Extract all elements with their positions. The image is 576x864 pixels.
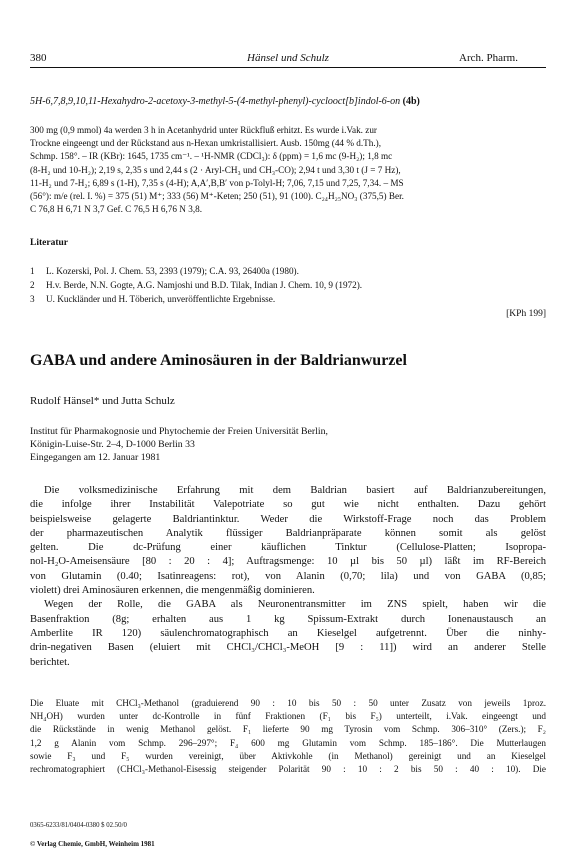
body-line: Die volksmedizinische Erfahrung mit dem Baldrian basiert auf Baldrianzubereitungen, <box>44 485 546 496</box>
affiliation <box>30 425 328 464</box>
experimental-line: (56°): m/e (rel. I. %) = 375 (51) M⁺; 333 (56) M⁺-Keten; 250 (51), 91 (100). C₂₄H₂₅NO₃ (375,5) Ber. <box>30 191 404 202</box>
reference-number: 2 <box>30 280 35 290</box>
reference-number: 3 <box>30 294 35 304</box>
experimental-line: 11-H₂ und 7-H₂; 6,89 s (1-H), 7,35 s (4-H); A,A′,B,B′ von p-Tolyl-H; 7,06, 7,15 und 7,25, 7,34. – MS <box>30 177 404 188</box>
experimental-line: 300 mg (0,9 mmol) 4a werden 3 h in Acetanhydrid unter Rückfluß erhitzt. Es wurde i.Vak. zur <box>30 125 377 135</box>
body-line: die infolge ihrer Instabilität Valepotriate so gut wie nicht enthalten. Dazu gehört <box>30 499 546 511</box>
experimental-line: NH₄OH) wurden unter dc-Kontrolle in fünf Fraktionen (F₁ bis F₅) unterteilt, i.Vak. eingeengt und <box>30 711 546 722</box>
article-title: GABA und andere Aminosäuren in der Baldrianwurzel <box>30 352 407 369</box>
received-date: Eingegangen am 12. Januar 1981 <box>30 452 161 463</box>
reference-text: U. Kuckländer und H. Töberich, unveröffentlichte Ergebnisse. <box>46 294 276 304</box>
body-line: von Glutamin (0.40; Isatinreagens: rot), von Alanin (0,70; lila) und von GABA (0,85; <box>30 570 546 582</box>
article-authors: Rudolf Hänsel* und Jutta Schulz <box>30 395 175 407</box>
body-line: berichtet. <box>30 656 70 668</box>
affiliation-line: Institut für Pharmakognosie und Phytochemie der Freien Universität Berlin, <box>30 426 328 437</box>
header-rule <box>30 67 546 68</box>
compound-id: (4b) <box>402 96 420 107</box>
article-code: 0365-6233/81/0404-0380 $ 02.50/0 <box>30 822 127 829</box>
experimental-line: rechromatographiert (CHCl₃-Methanol-Eisessig steigender Polarität 90 : 10 : 2 bis 50 : 40 : 10). Die <box>30 764 546 775</box>
manuscript-tag: [KPh 199] <box>506 309 546 319</box>
affiliation-line: Königin-Luise-Str. 2–4, D-1000 Berlin 33 <box>30 439 195 450</box>
experimental-line: Die Eluate mit CHCl₃-Methanol (graduierend 90 : 10 bis 50 : 50 unter Zusatz von jeweils 1proz. <box>30 698 546 708</box>
literature-heading: Literatur <box>30 238 68 248</box>
experimental-line: C 76,8 H 6,71 N 3,7 Gef. C 76,5 H 6,76 N 3,8. <box>30 204 203 215</box>
reference-item <box>30 264 546 278</box>
article-experimental <box>30 697 546 776</box>
article-body <box>30 484 546 670</box>
experimental-paragraph <box>30 124 546 216</box>
body-line: gelten. Die dc-Prüfung einer käuflichen Tinktur (Cellulose-Platten; Isopropa- <box>30 542 546 554</box>
reference-item <box>30 292 546 306</box>
experimental-line: Schmp. 158°. – IR (KBr): 1645, 1735 cm⁻¹. – ¹H-NMR (CDCl₃): δ (ppm) = 1,6 mc (9-H₂); 1,8 mc <box>30 151 393 162</box>
experimental-line: 1,2 g Alanin vom Schmp. 296–297°; F₄ 600 mg Glutamin vom Schmp. 185–186°. Die Mutterlaugen <box>30 737 546 748</box>
reference-item <box>30 278 546 292</box>
body-line: violett) drei Aminosäuren erkennen, die mengenmäßig dominieren. <box>30 585 315 597</box>
experimental-line: die Rückstände in wenig Methanol gelöst. F₁ lieferte 90 mg Tyrosin vom Schmp. 306–310° (Zers.); F₂ <box>30 724 546 735</box>
compound-heading <box>30 96 546 107</box>
body-line: Amberlite IR 120) säulenchromatographisch an Kieselgel aufgetrennt. Über die ninhy- <box>30 627 546 639</box>
reference-text: L. Kozerski, Pol. J. Chem. 53, 2393 (1979); C.A. 93, 26400a (1980). <box>46 266 299 276</box>
running-head-journal: Arch. Pharm. <box>459 52 518 64</box>
body-line: drin-negativen Basen (eluiert mit CHCl₃/CHCl₃-MeOH [9 : 11]) wird an anderer Stelle <box>30 642 546 654</box>
body-line: der pharmazeutischen Analytik flüssiger Baldrianpräparate können somit als gelöst <box>30 527 546 539</box>
body-line: nol-H₂O-Ameisensäure [80 : 20 : 4]; Auftragsmenge: 10 µl bis 50 µl) läßt im RF-Bereich <box>30 556 546 568</box>
running-head-authors: Hänsel und Schulz <box>247 52 329 64</box>
body-line: Basenfraktion (8g; erhalten aus 1 kg Spissum-Extrakt durch Ionenaustausch an <box>30 613 546 625</box>
copyright-notice: © Verlag Chemie, GmbH, Weinheim 1981 <box>30 840 155 848</box>
reference-list <box>30 264 546 306</box>
experimental-line: sowie F₃ und F₅ wurden vereinigt, über Aktivkohle (in Methanol) gereinigt und an Kieselgel <box>30 750 546 761</box>
compound-title: 5H-6,7,8,9,10,11-Hexahydro-2-acetoxy-3-methyl-5-(4-methyl-phenyl)-cyclooct[b]indol-6-on <box>30 96 401 107</box>
experimental-line: Trockne eingeengt und der Rückstand aus n-Hexan umkristallisiert. Ausb. 150mg (44 % d.Th.), <box>30 138 382 149</box>
body-line: beispielsweise gelagerte Baldriantinktur. Weder die Wirkstoff-Frage noch das Problem <box>30 513 546 525</box>
reference-text: H.v. Berde, N.N. Gogte, A.G. Namjoshi und B.D. Tilak, Indian J. Chem. 10, 9 (1972). <box>46 280 363 290</box>
page-number: 380 <box>30 52 47 64</box>
reference-number: 1 <box>30 266 35 276</box>
body-line: Wegen der Rolle, die GABA als Neuronentransmitter im ZNS spielt, haben wir die <box>44 599 546 611</box>
experimental-line: (8-H₂ und 10-H₂); 2,19 s, 2,35 s und 2,44 s (2 · Aryl-CH₃ und CH₃-CO); 2,94 t und 3,30 t (J = 7 Hz), <box>30 164 401 175</box>
